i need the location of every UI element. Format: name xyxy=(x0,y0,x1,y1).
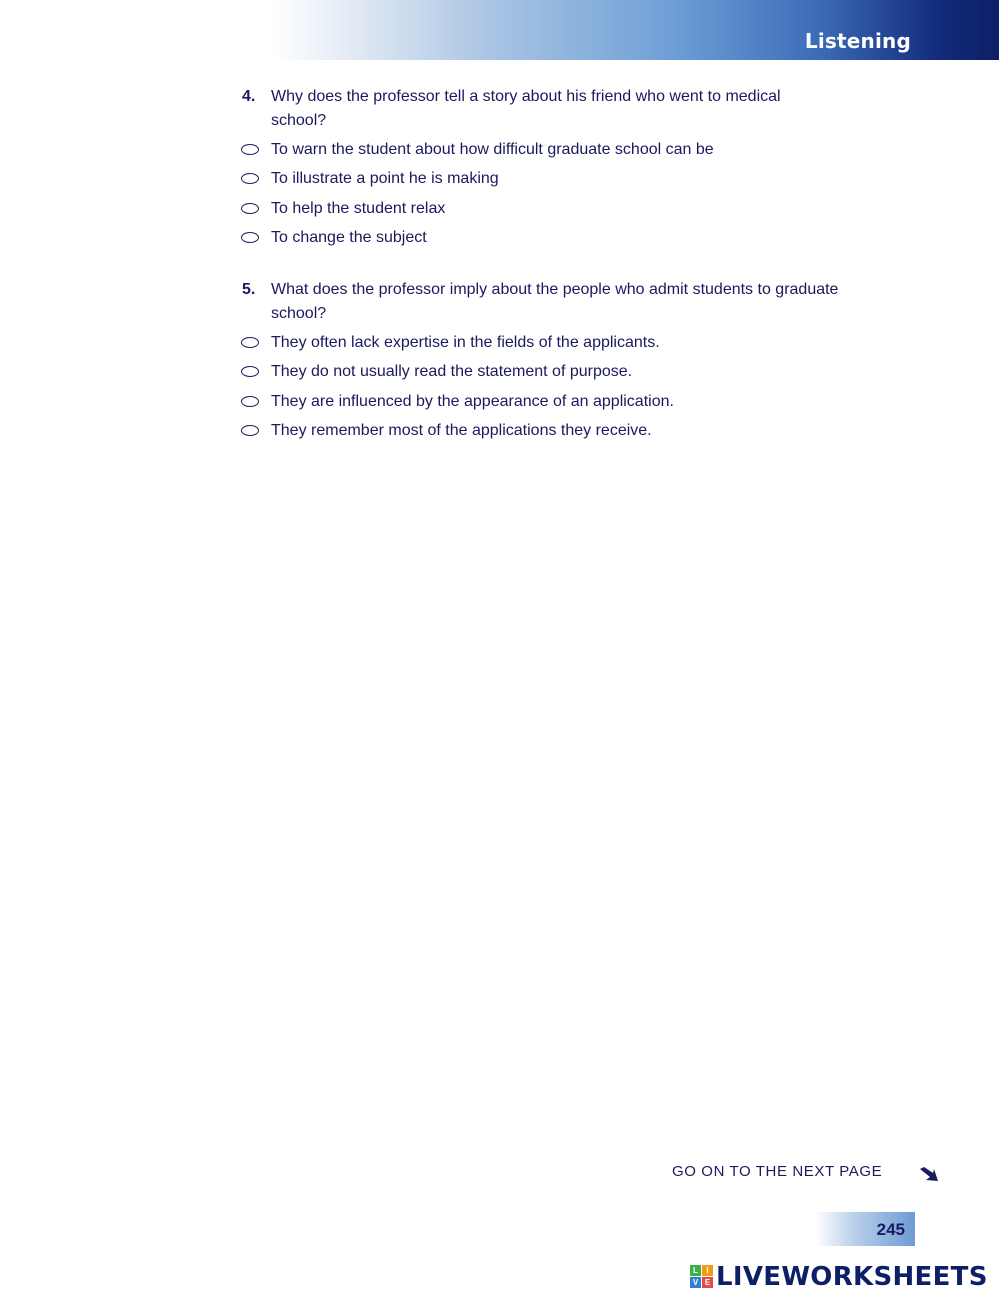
question-stem xyxy=(240,278,840,326)
answer-options xyxy=(240,331,840,448)
section-title: Listening xyxy=(804,29,911,53)
question-number: 4. xyxy=(242,88,256,105)
radio-bubble-icon[interactable] xyxy=(241,396,259,407)
radio-bubble-icon[interactable] xyxy=(241,173,259,184)
answer-option[interactable] xyxy=(240,331,840,360)
radio-bubble-icon[interactable] xyxy=(241,366,259,377)
answer-option[interactable] xyxy=(240,197,840,226)
radio-bubble-icon[interactable] xyxy=(241,425,259,436)
option-label: They do not usually read the statement of purpose. xyxy=(271,363,633,381)
answer-options xyxy=(240,138,840,255)
answer-option[interactable] xyxy=(240,167,840,196)
answer-option[interactable] xyxy=(240,360,840,389)
question-stem xyxy=(240,85,840,133)
answer-option[interactable] xyxy=(240,138,840,167)
question-4 xyxy=(240,85,840,255)
liveworksheets-logo-icon: L I V E xyxy=(690,1265,714,1289)
option-label: They often lack expertise in the fields of the applicants. xyxy=(271,334,660,351)
option-label: To change the subject xyxy=(271,228,427,246)
option-label: To warn the student about how difficult graduate school can be xyxy=(271,141,714,158)
arrow-down-right-icon xyxy=(920,1167,938,1181)
option-label: They remember most of the applications they receive. xyxy=(271,421,652,439)
option-label: To illustrate a point he is making xyxy=(271,170,499,188)
option-label: To help the student relax xyxy=(271,199,446,217)
radio-bubble-icon[interactable] xyxy=(241,203,259,214)
option-label: They are influenced by the appearance of an application. xyxy=(271,392,674,410)
page-number-band xyxy=(815,1212,915,1246)
answer-option[interactable] xyxy=(240,390,840,419)
question-text: Why does the professor tell a story about his friend who went to medical school? xyxy=(271,88,781,129)
radio-bubble-icon[interactable] xyxy=(241,144,259,155)
liveworksheets-logo-text: LIVEWORKSHEETS xyxy=(716,1262,988,1292)
go-next-page-label: GO ON TO THE NEXT PAGE xyxy=(672,1163,883,1180)
answer-option[interactable] xyxy=(240,226,840,255)
question-number: 5. xyxy=(242,281,256,298)
section-header-band xyxy=(272,0,999,60)
answer-option[interactable] xyxy=(240,419,840,448)
radio-bubble-icon[interactable] xyxy=(241,337,259,348)
page-number: 245 xyxy=(876,1220,905,1239)
question-text: What does the professor imply about the people who admit students to graduate school? xyxy=(271,281,839,322)
question-5 xyxy=(240,278,840,448)
radio-bubble-icon[interactable] xyxy=(241,232,259,243)
